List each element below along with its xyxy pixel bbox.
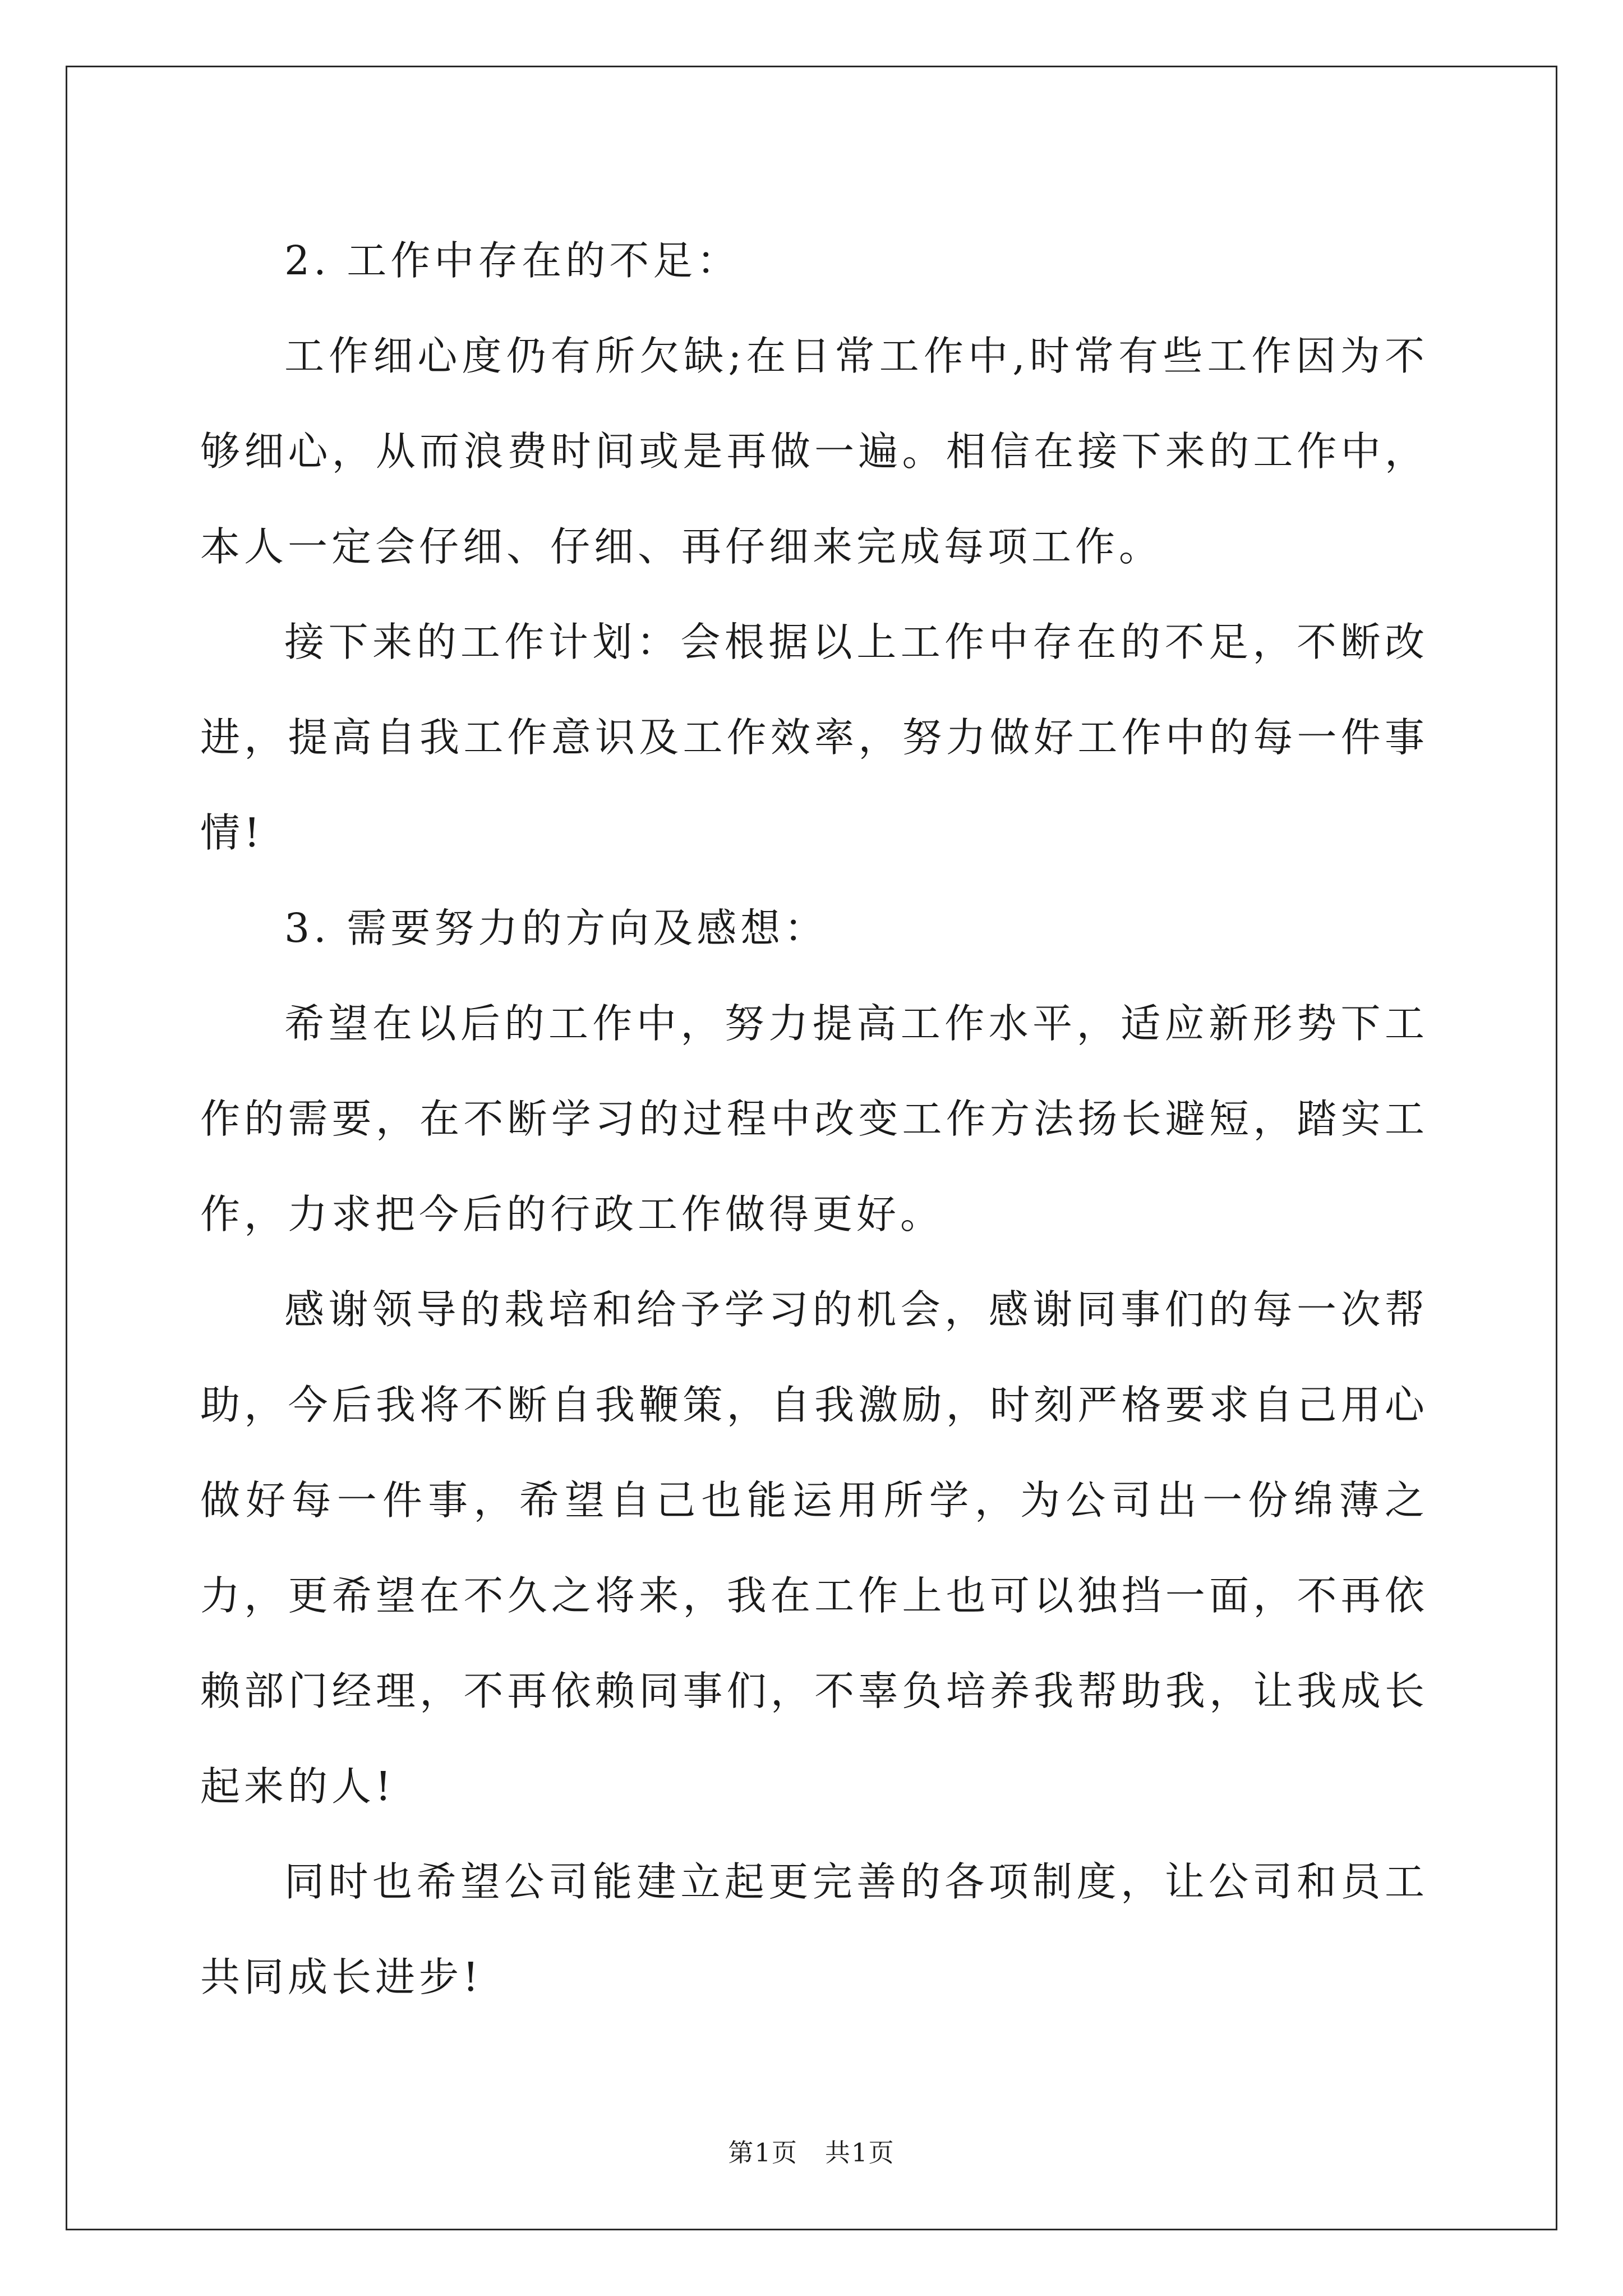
page-number-total: 共1页 [825,2138,895,2168]
paragraph-gratitude: 感谢领导的栽培和给予学习的机会，感谢同事们的每一次帮助，今后我将不断自我鞭策，自我激励，时刻严格要求自己用心做好每一件事，希望自己也能运用所学，为公司出一份绵薄之力，更希望在不久之将来，我在工作上也可以独挡一面，不再依赖部门经理，不再依赖同事们，不辜负培养我帮助我，让我成长起来的人! [200,1286,1428,1810]
paragraph-hopes: 希望在以后的工作中，努力提高工作水平，适应新形势下工作的需要，在不断学习的过程中改变工作方法扬长避短，踏实工作，力求把今后的行政工作做得更好。 [200,1000,1428,1237]
paragraph-company-wish: 同时也希望公司能建立起更完善的各项制度，让公司和员工共同成长进步! [200,1858,1428,2000]
paragraph-work-plan: 接下来的工作计划：会根据以上工作中存在的不足，不断改进，提高自我工作意识及工作效率，努力做好工作中的每一件事情! [200,619,1428,856]
document-body [200,213,1428,2025]
paragraph-carefulness: 工作细心度仍有所欠缺;在日常工作中,时常有些工作因为不够细心，从而浪费时间或是再做一遍。相信在接下来的工作中，本人一定会仔细、仔细、再仔细来完成每项工作。 [200,333,1428,570]
section-heading-shortcomings: 2. 工作中存在的不足： [284,237,741,284]
section-heading-direction: 3. 需要努力的方向及感想： [284,905,828,951]
page-footer [0,2136,1623,2170]
page-number-current: 第1页 [728,2138,798,2168]
